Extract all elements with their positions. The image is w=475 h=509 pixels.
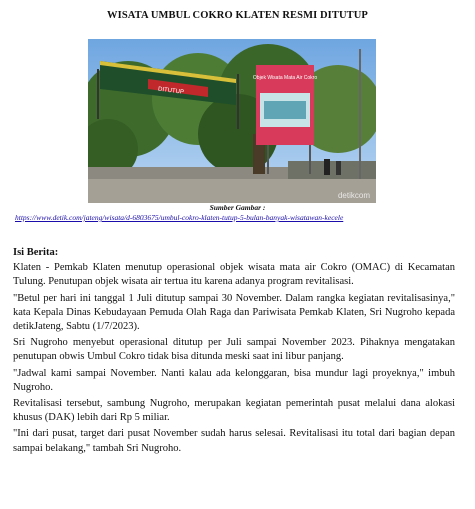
banner-left-text: DITUTUP	[157, 86, 185, 96]
page-title: WISATA UMBUL COKRO KLATEN RESMI DITUTUP	[107, 10, 368, 21]
news-photo-illustration	[88, 39, 376, 203]
paragraph: Sri Nugroho menyebut operasional ditutup per Juli sampai November 2023. Pihaknya mengatakan penutupan obwis Umbul Cokro tidak bisa ditunda meski saat ini libur panjang.	[13, 337, 455, 363]
news-photo	[88, 39, 376, 203]
paragraph: "Betul per hari ini tanggal 1 Juli ditutup sampai 30 November. Dalam rangka kegiatan revitalisasinya," kata Kepala Dinas Kebudayaan Pemuda Olah Raga dan Pariwisata Pemkab Klaten, Sri Nugroho kepada detikJateng, Sabtu (1/7/2023).	[13, 292, 455, 333]
photo-watermark: detikcom	[337, 191, 370, 200]
article-body	[13, 246, 455, 458]
paragraph: Revitalisasi tersebut, sambung Nugroho, merupakan kegiatan pemerintah pusat melalui dana alokasi khusus (DAK) lebih dari Rp 5 miliar.	[13, 398, 455, 424]
source-label: Sumber Gambar :	[209, 203, 266, 212]
paragraph: "Ini dari pusat, target dari pusat November sudah harus selesai. Revitalisasi itu total dari bagian depan sampai belakang," tambah Sri Nugroho.	[13, 428, 455, 454]
source-link[interactable]: https://www.detik.com/jateng/wisata/d-6803675/umbul-cokro-klaten-tutup-5-bulan-banyak-wisatawan-kecele	[15, 213, 344, 222]
content-heading: Isi Berita:	[13, 247, 59, 258]
paragraph: "Jadwal kami sampai November. Nanti kalau ada kelonggaran, bisa mundur lagi proyeknya," imbuh Nugroho.	[13, 367, 455, 393]
paragraph: Klaten - Pemkab Klaten menutup operasional objek wisata mata air Cokro (OMAC) di Kecamatan Tulung. Penutupan objek wisata air tertua itu karena adanya program revitalisasi.	[13, 262, 455, 288]
banner-right-text: Objek Wisata Mata Air Cokro	[252, 75, 318, 81]
